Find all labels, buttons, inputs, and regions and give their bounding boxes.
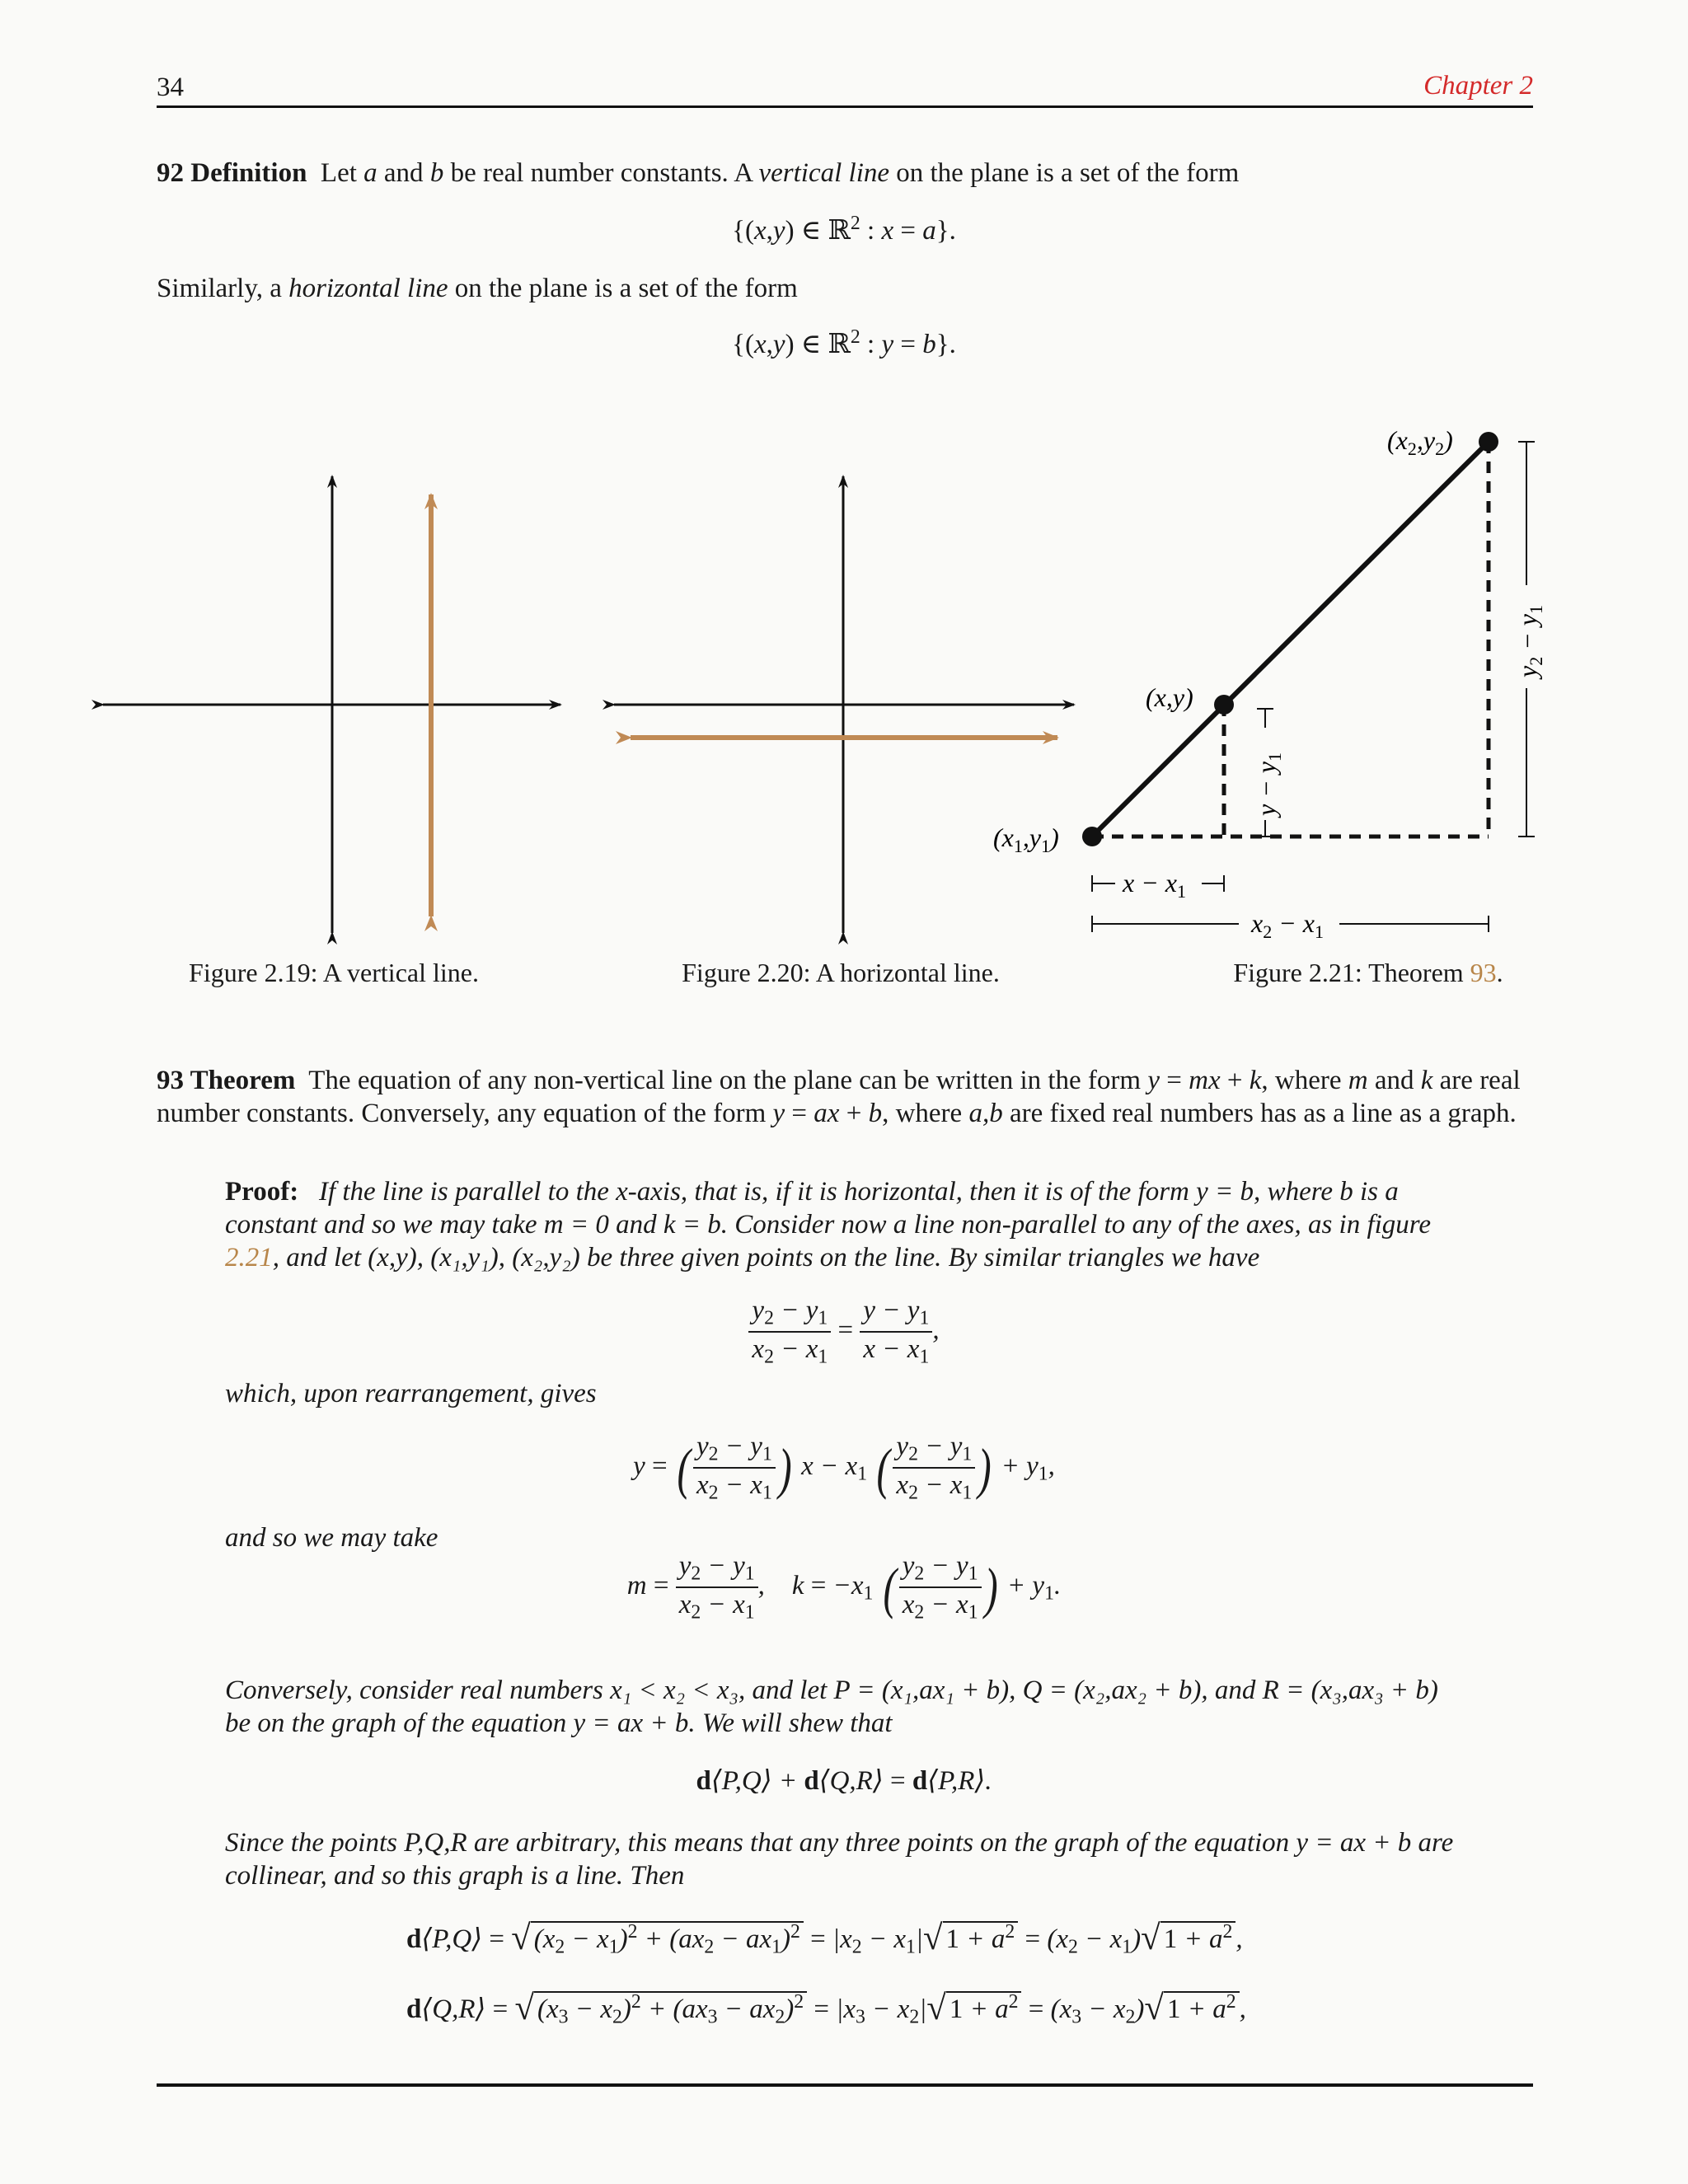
fig21-label-x-minus-x1: $x - x_1$ bbox=[1123, 868, 1186, 902]
def-and: and bbox=[377, 158, 430, 188]
horizontal-line-term: horizontal line bbox=[288, 274, 448, 303]
proof-text-3: , and let (x,y), (x₁,y₁), (x₂,y₂) be three given points on the line. By similar triangles we have bbox=[272, 1243, 1260, 1272]
theorem-ab: a,b bbox=[968, 1099, 1003, 1128]
def-b: b bbox=[429, 158, 444, 188]
distance-sum-equation: d⟨P,Q⟩ + d⟨Q,R⟩ = d⟨P,R⟩. bbox=[696, 1766, 992, 1796]
fig21-point-xy bbox=[1214, 695, 1234, 715]
theorem-line-2: number constants. Conversely, any equation of the form y = ax + b, where a,b are fixed real numbers has as a line as a graph. bbox=[157, 1099, 1517, 1128]
fig21-point-2 bbox=[1479, 432, 1498, 452]
fig21-caption bbox=[1179, 958, 1558, 988]
theorem-line2b: , where bbox=[882, 1099, 969, 1128]
similar-triangles-equation: $\frac{y_2 - y_1}{x_2 - x_1}$ = $\frac{y - y_1}{x - x_1}$ , bbox=[0, 1294, 1688, 1371]
converse-line-2: be on the graph of the equation y = ax + b. We will shew that bbox=[225, 1708, 893, 1738]
theorem-line2a: number constants. Conversely, any equation of the form bbox=[157, 1099, 773, 1128]
fig20-caption: Figure 2.20: A horizontal line. bbox=[682, 958, 1000, 987]
rearranged-equation: y = ( $\frac{y_2 - y_1}{x_2 - x_1}$ ) $x - x_1$ ( $\frac{y_2 - y_1}{x_2 - x_1}$ ) + $y_1$, bbox=[633, 1432, 1055, 1504]
definition-paragraph bbox=[157, 158, 1239, 189]
theorem-line-1: 93 Theorem The equation of any non-vertical line on the plane can be written in the form y = mx + k, where m and k are real bbox=[157, 1066, 1521, 1095]
figure-2-21-ref[interactable]: 2.21 bbox=[225, 1243, 273, 1272]
since-line-1: Since the points P,Q,R are arbitrary, this means that any three points on the graph of the equation y = ax + b are bbox=[225, 1828, 1454, 1858]
horizontal-set-formula: {(x,y) ∈ ℝ$^2$ : y = b}. bbox=[732, 326, 956, 359]
distance-PQ-equation: d⟨P,Q⟩ = √ $(x_2 - x_1)^2 + (ax_2 - ax_1)^2 = |x_2 - x_1|√$ $1 + a^2 = (x_2 - x_1)√$ $1 + a^2$ , bbox=[406, 1919, 1243, 1958]
theorem-text: The equation of any non-vertical line on the plane can be written in the form bbox=[308, 1066, 1148, 1095]
chapter-title: Chapter 2 bbox=[1423, 71, 1533, 101]
proof-text-1: If the line is parallel to the x-axis, that is, if it is horizontal, then it is of the form y = b, where b is a bbox=[318, 1177, 1399, 1207]
theorem-line2c: are fixed real numbers has as a line as a graph. bbox=[1002, 1099, 1517, 1128]
take-text: and so we may take bbox=[225, 1523, 438, 1553]
fig21-caption-text: Figure 2.21: Theorem bbox=[1233, 958, 1470, 987]
vertical-set-formula: {(x,y) ∈ ℝ$^2$ : x = a}. bbox=[732, 213, 956, 246]
figure-2-20 bbox=[614, 476, 1074, 933]
proof-line-3 bbox=[225, 1243, 1259, 1273]
proof-line-1 bbox=[225, 1177, 1399, 1207]
theorem-m: m bbox=[1348, 1066, 1368, 1095]
fig21-caption-ref[interactable]: 93 bbox=[1470, 958, 1497, 987]
def-text: Let bbox=[320, 158, 364, 188]
def-a: a bbox=[363, 158, 377, 188]
distance-QR-equation: d⟨Q,R⟩ = √ $(x_3 - x_2)^2 + (ax_3 - ax_2)^2 = |x_3 - x_2|√$ $1 + a^2 = (x_3 - x_2)√$ $1 + a^2$ , bbox=[406, 1989, 1246, 2028]
fig21-label-x2-minus-x1: $x_2 - x_1$ bbox=[1251, 908, 1324, 942]
page-number: 34 bbox=[157, 73, 184, 102]
since-line-2: collinear, and so this graph is a line. Then bbox=[225, 1861, 685, 1891]
def-similarly2: on the plane is a set of the form bbox=[448, 274, 798, 303]
converse-line-1: Conversely, consider real numbers x₁ < x₂ < x₃, and let P = (x₁,ax₁ + b), Q = (x₂,ax₂ + b), and R = (x₃,ax₃ + b) bbox=[225, 1675, 1438, 1705]
theorem-text2: , where bbox=[1261, 1066, 1348, 1095]
rearrangement-text: which, upon rearrangement, gives bbox=[225, 1379, 597, 1408]
fig21-label-xy: (x,y) bbox=[1146, 682, 1193, 712]
proof-line-2: constant and so we may take m = 0 and k = b. Consider now a line non-parallel to any of the axes, as in figure bbox=[225, 1210, 1432, 1240]
definition-label: 92 Definition bbox=[157, 158, 307, 188]
fig21-caption-end: . bbox=[1496, 958, 1503, 987]
theorem-label: 93 Theorem bbox=[157, 1066, 296, 1095]
fig21-line bbox=[1092, 442, 1489, 837]
fig21-label-x2y2: $(x_2,y_2)$ bbox=[1387, 425, 1453, 459]
figure-2-21 bbox=[993, 425, 1546, 942]
figure-2-19 bbox=[103, 476, 560, 933]
footer-rule bbox=[157, 2083, 1533, 2087]
vertical-line-term: vertical line bbox=[758, 158, 890, 188]
proof-label: Proof: bbox=[225, 1177, 299, 1207]
m-k-equation: m = $\frac{y_2 - y_1}{x_2 - x_1}$ , $k = -x_1$ ( $\frac{y_2 - y_1}{x_2 - x_1}$ ) + $y_1$. bbox=[626, 1551, 1062, 1624]
fig19-caption: Figure 2.19: A vertical line. bbox=[189, 958, 479, 987]
horizontal-definition bbox=[157, 274, 798, 304]
fig21-label-y2-minus-y1: $y_2 - y_1$ bbox=[1512, 605, 1546, 677]
theorem-k: k bbox=[1420, 1066, 1433, 1095]
def-text2: be real number constants. A bbox=[443, 158, 759, 188]
fig21-point-1 bbox=[1082, 827, 1102, 846]
fig21-label-x1y1: $(x_1,y_1)$ bbox=[993, 823, 1059, 856]
def-similarly: Similarly, a bbox=[157, 274, 289, 303]
figures-svg bbox=[0, 412, 1688, 972]
def-text3: on the plane is a set of the form bbox=[889, 158, 1240, 188]
fig21-label-y-minus-y1: $y - y_1$ bbox=[1251, 752, 1285, 816]
theorem-text3: are real bbox=[1432, 1066, 1521, 1095]
header-rule bbox=[157, 105, 1533, 108]
